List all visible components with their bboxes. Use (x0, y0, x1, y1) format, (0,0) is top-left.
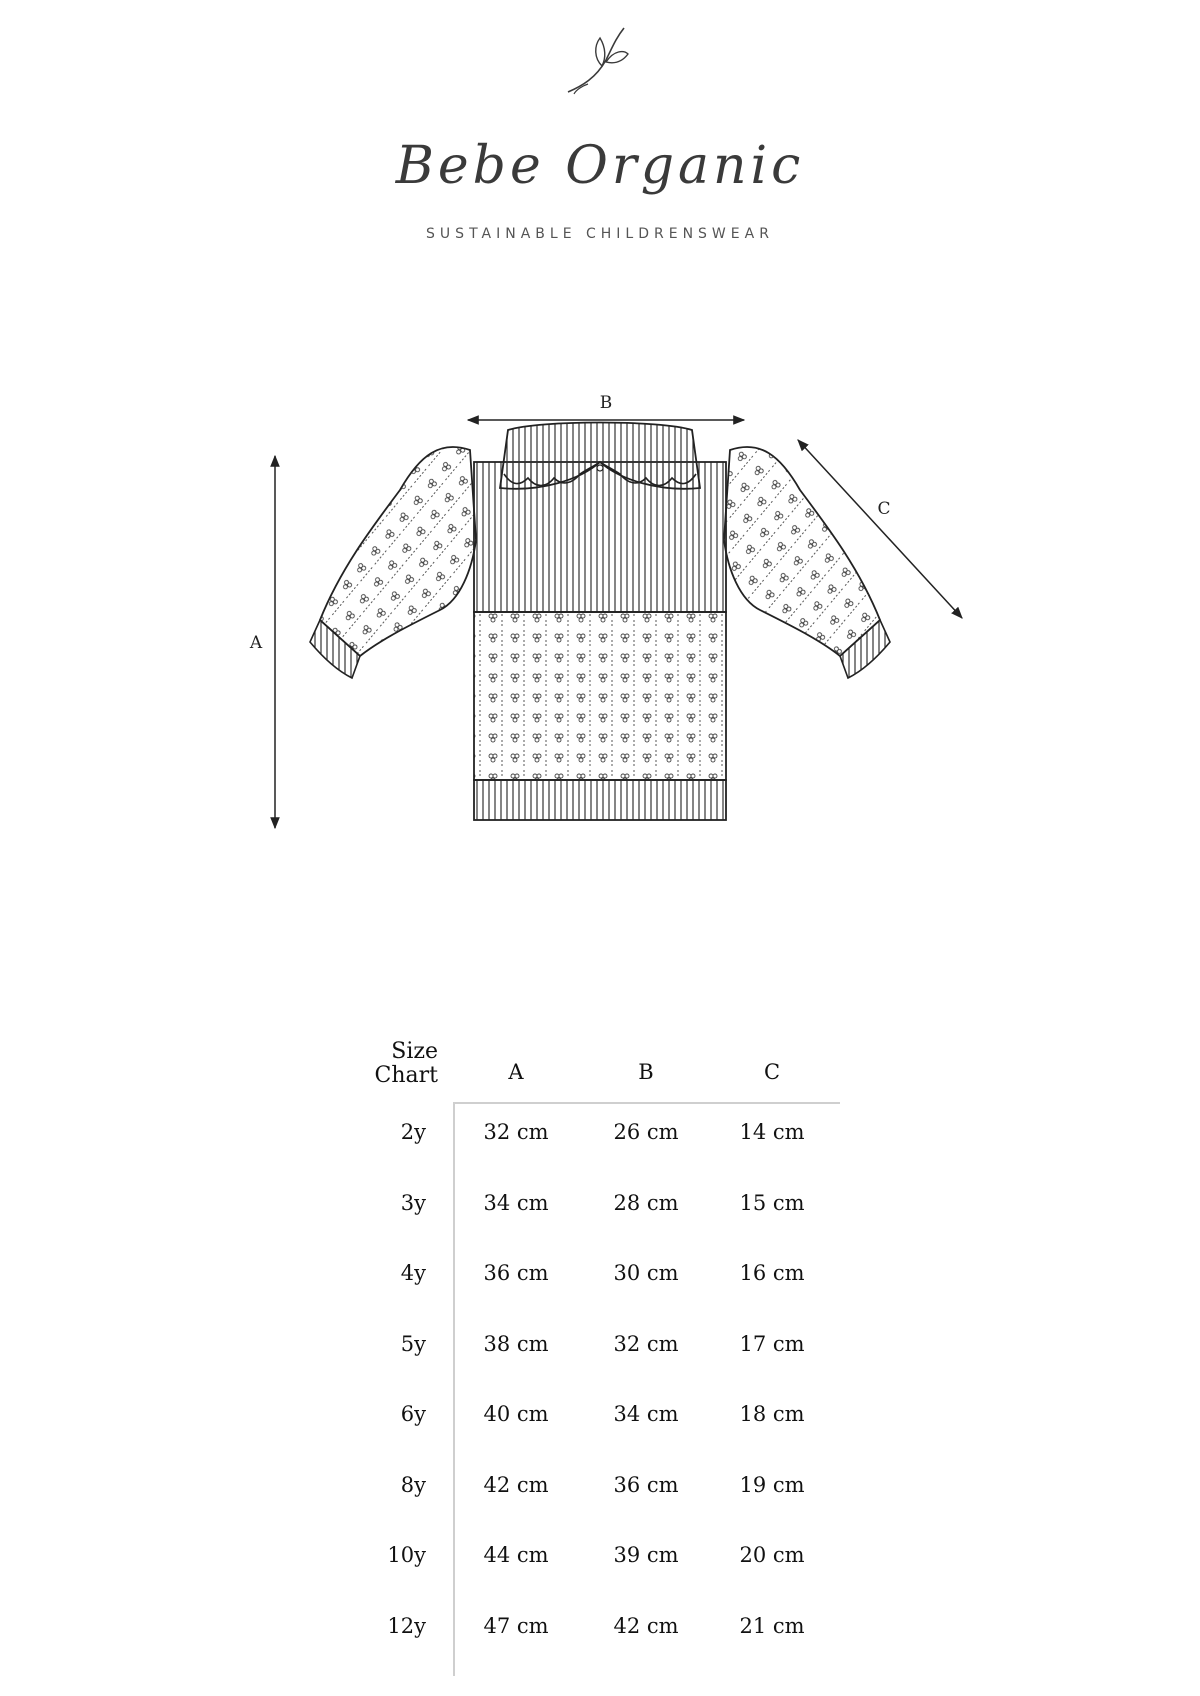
column-header-a: A (508, 1060, 524, 1084)
measurement-b-cell: 34 cm (613, 1402, 679, 1426)
measurement-a-cell: 40 cm (483, 1402, 549, 1426)
measurement-c-cell: 14 cm (739, 1120, 805, 1144)
size-cell: 4y (400, 1261, 426, 1285)
size-chart-corner-label: Size Chart (374, 1039, 438, 1088)
measurement-c-cell: 19 cm (739, 1472, 805, 1497)
measurement-c-cell: 15 cm (739, 1190, 805, 1215)
measurement-c-cell: 21 cm (739, 1613, 805, 1638)
measurement-b-cell: 39 cm (613, 1543, 679, 1567)
size-chart-header (360, 1040, 840, 1100)
size-cell: 12y (387, 1613, 426, 1638)
column-header-b: B (638, 1060, 654, 1084)
garment-measurement-diagram (0, 370, 1200, 850)
left-sleeve (310, 447, 476, 678)
size-chart-rows (360, 1120, 840, 1684)
table-row (360, 1261, 840, 1332)
measurement-a-cell: 44 cm (483, 1543, 549, 1567)
table-row (360, 1120, 840, 1191)
column-header-c: C (763, 1060, 781, 1084)
measurement-a-cell: 47 cm (483, 1613, 549, 1638)
header-divider (454, 1102, 840, 1104)
table-row (360, 1191, 840, 1262)
table-row (360, 1473, 840, 1544)
brand-name: Bebe Organic (395, 136, 805, 196)
measurement-c-cell: 17 cm (739, 1331, 805, 1356)
dimension-a-label: A (249, 633, 263, 653)
size-cell: 3y (400, 1190, 426, 1215)
size-cell: 10y (387, 1543, 426, 1567)
measurement-a-cell: 34 cm (483, 1190, 549, 1215)
table-row (360, 1543, 840, 1614)
leaf-sprig-icon (562, 20, 638, 100)
measurement-b-cell: 32 cm (613, 1331, 679, 1356)
measurement-c-cell: 18 cm (739, 1402, 805, 1426)
measurement-c-cell: 20 cm (739, 1543, 805, 1567)
measurement-b-cell: 26 cm (613, 1120, 679, 1144)
measurement-b-cell: 30 cm (613, 1261, 679, 1285)
measurement-c-cell: 16 cm (739, 1261, 805, 1285)
measurement-b-cell: 42 cm (613, 1613, 679, 1638)
right-sleeve (724, 447, 890, 678)
measurement-a-cell: 38 cm (483, 1331, 549, 1356)
dimension-c-label: C (877, 499, 891, 519)
measurement-b-cell: 28 cm (613, 1190, 679, 1215)
measurement-a-cell: 36 cm (483, 1261, 549, 1285)
brand-logo (0, 20, 1200, 240)
brand-tagline: SUSTAINABLE CHILDRENSWEAR (426, 226, 774, 242)
size-cell: 2y (400, 1120, 426, 1144)
measurement-a-cell: 42 cm (483, 1472, 549, 1497)
table-row (360, 1614, 840, 1685)
table-row (360, 1332, 840, 1403)
size-cell: 5y (400, 1331, 426, 1356)
sweater-body (474, 462, 726, 820)
measurement-a-cell: 32 cm (483, 1120, 549, 1144)
size-chart-table (360, 1039, 840, 1638)
measurement-b-cell: 36 cm (613, 1472, 679, 1497)
dimension-b-label: B (599, 393, 613, 413)
size-cell: 8y (400, 1472, 426, 1497)
table-row (360, 1402, 840, 1473)
size-cell: 6y (400, 1402, 426, 1426)
